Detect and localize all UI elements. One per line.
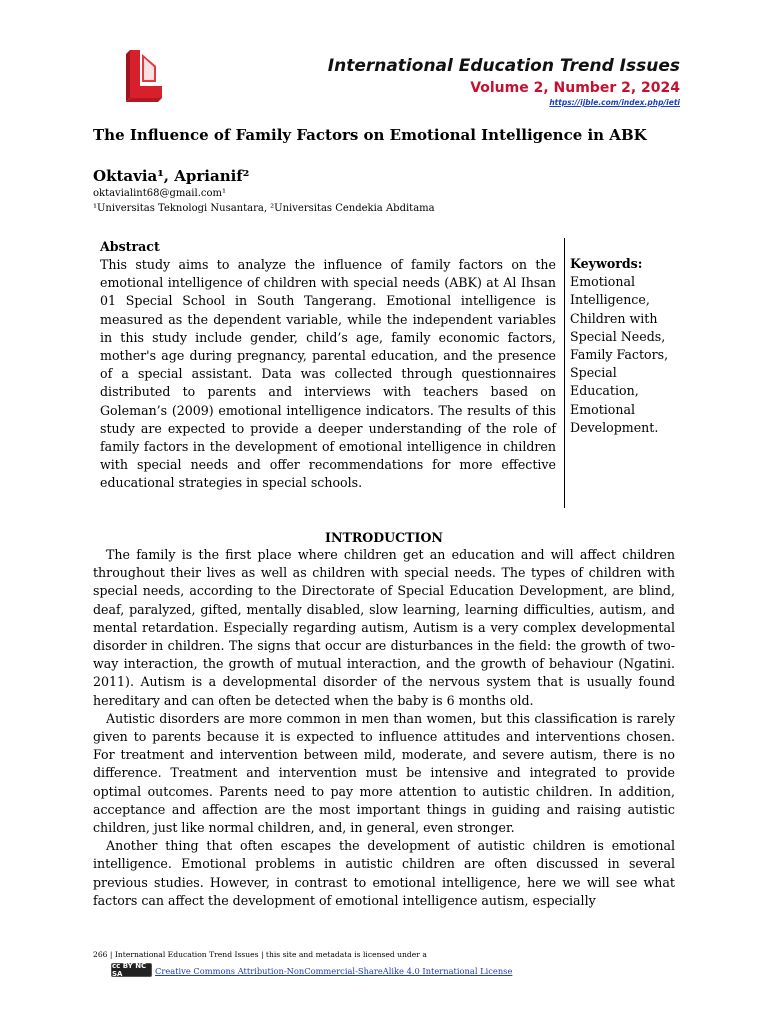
footer-text: 266 | International Education Trend Issues | this site and metadata is licensed under a bbox=[93, 950, 427, 959]
author-email: oktavialint68@gmail.com¹ bbox=[93, 188, 226, 199]
volume-issue: Volume 2, Number 2, 2024 bbox=[470, 80, 680, 96]
article-title: The Influence of Family Factors on Emotional Intelligence in ABK bbox=[93, 126, 647, 144]
author-affiliations: ¹Universitas Teknologi Nusantara, ²Universitas Cendekia Abditama bbox=[93, 203, 435, 214]
abstract-text: This study aims to analyze the influence of family factors on the emotional intelligence of children with special needs (ABK) at Al Ihsan 01 Special School in South Tangerang. Emotional intelligence is measured as the dependent variable, while the independent variables in this study include gender, child’s age, family economic factors, mother's age during pregnancy, parental education, and the presence of a special assistant. Data was collected through questionnaires distributed to parents and interviews with teachers based on Goleman’s (2009) emotional intelligence indicators. The results of this study are expected to provide a deeper understanding of the role of family factors in the development of emotional intelligence in children with special needs and offer recommendations for more effective educational strategies in special schools. bbox=[100, 257, 556, 491]
license-link[interactable]: Creative Commons Attribution-NonCommercial-ShareAlike 4.0 International License bbox=[155, 966, 513, 976]
abstract-divider bbox=[564, 238, 565, 508]
journal-logo-icon bbox=[122, 48, 166, 104]
keywords-heading: Keywords: bbox=[570, 256, 643, 271]
journal-name: International Education Trend Issues bbox=[327, 56, 680, 76]
cc-badge-text: cc BY NC SA bbox=[112, 962, 147, 978]
introduction-body bbox=[93, 546, 675, 910]
introduction-heading: INTRODUCTION bbox=[325, 530, 443, 545]
paragraph: Autistic disorders are more common in men than women, but this classification is rarely given to parents because it is expected to influence attitudes and interventions chosen. For treatment and intervention between mild, moderate, and severe autism, there is no difference. Treatment and intervention must be intensive and integrated to provide optimal outcomes. Parents need to pay more attention to autistic children. In addition, acceptance and affection are the most important things in guiding and raising autistic children, just like normal children, and, in general, even stronger. bbox=[93, 710, 675, 836]
keywords-text: Emotional Intelligence, Children with Special Needs, Family Factors, Special Education, Emotional Development. bbox=[570, 274, 669, 435]
journal-url-link[interactable]: https://ijble.com/index.php/ieti bbox=[549, 98, 680, 107]
creative-commons-icon[interactable] bbox=[111, 963, 152, 977]
paragraph: The family is the first place where children get an education and will affect children throughout their lives as well as children with special needs. The types of children with special needs, according to the Directorate of Special Education Development, are blind, deaf, paralyzed, gifted, mentally disabled, slow learning, learning difficulties, autism, and mental retardation. Especially regarding autism, Autism is a very complex developmental disorder in children. The signs that occur are disturbances in the field: the growth of two-way interaction, the growth of mutual interaction, and the growth of behaviour (Ngatini. 2011). Autism is a developmental disorder of the nervous system that is usually found hereditary and can often be detected when the baby is 6 months old. bbox=[93, 547, 675, 708]
keywords-section bbox=[570, 255, 680, 437]
author-list: Oktavia¹, Aprianif² bbox=[93, 167, 250, 185]
abstract-section bbox=[100, 238, 556, 493]
paragraph: Another thing that often escapes the development of autistic children is emotional intelligence. Emotional problems in autistic children are often discussed in several previous studies. However, in contrast to emotional intelligence, here we will see what factors can affect the development of emotional intelligence autism, especially bbox=[93, 838, 675, 908]
abstract-heading: Abstract bbox=[100, 239, 160, 254]
